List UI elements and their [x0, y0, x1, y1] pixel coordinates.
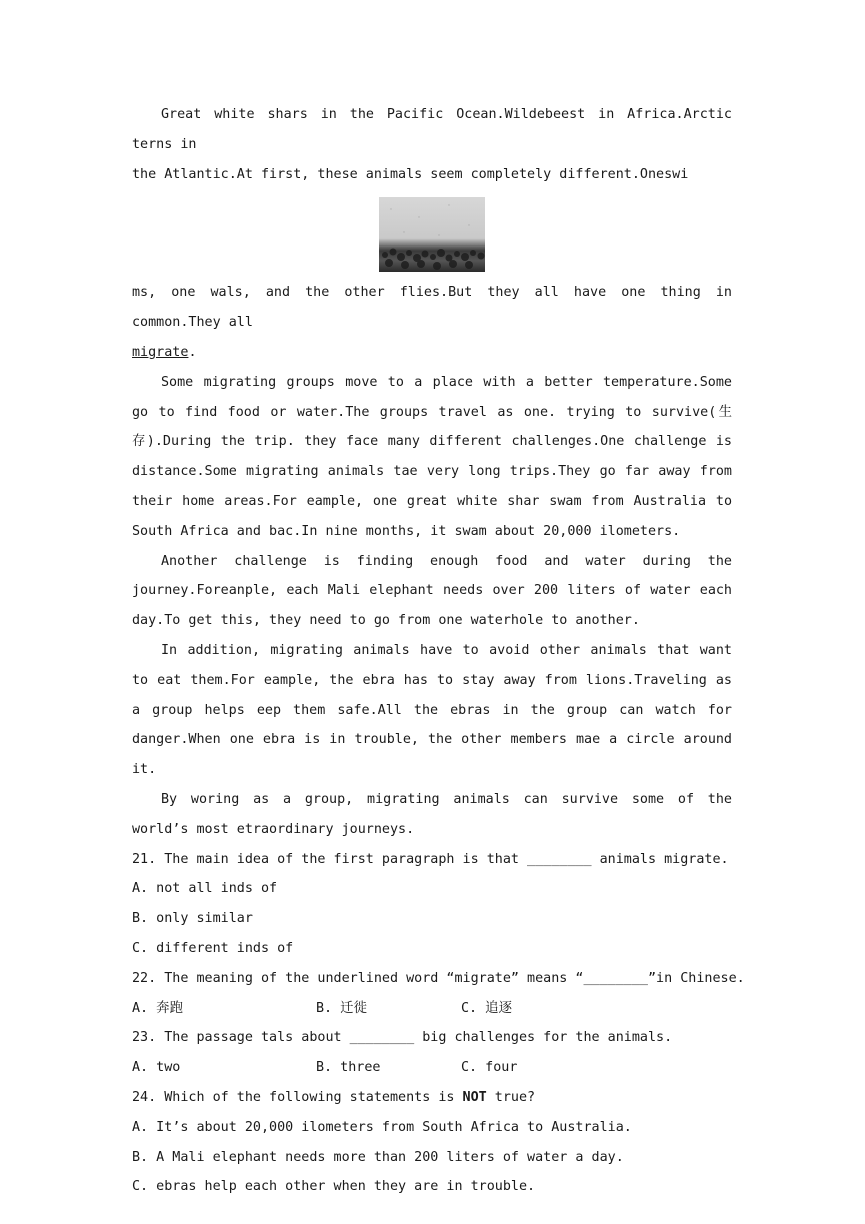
- question-22-options: [132, 994, 732, 1024]
- question-21-option-a: A. not all inds of: [132, 881, 278, 897]
- question-22: [132, 964, 745, 1024]
- wildebeest-herd-photo: [379, 197, 485, 272]
- paragraph-1-text-a: Great white shars in the Pacific Ocean.Wildebeest in Africa.Arctic terns in: [132, 107, 732, 152]
- question-24-option-a: A. It’s about 20,000 ilometers from South Africa to Australia.: [132, 1119, 632, 1135]
- question-24-stem-end: true?: [486, 1089, 536, 1105]
- paragraph-2: Some migrating groups move to a place with a better temperature.Some go to find food or water.The groups travel as one. trying to survive(生存).During the trip. they face many different challenges.One challenge is distance.Some migrating animals tae very long trips.They go far away from their home areas.For eample, one great white shar swam from Australia to South Africa and bac.In nine months, it swam about 20,000 ilometers.: [132, 374, 732, 539]
- question-24-stem-start: 24. Which of the following statements is: [132, 1089, 463, 1105]
- question-22-option-b: B. 迁徙: [316, 1000, 367, 1016]
- underlined-word-migrate: migrate: [132, 344, 189, 360]
- photo-container: [132, 197, 732, 272]
- question-22-option-a: A. 奔跑: [132, 1000, 183, 1016]
- photo-texture: [379, 197, 485, 272]
- paragraph-1-line-4: [132, 338, 732, 368]
- question-21: [132, 845, 732, 964]
- paragraph-1-line-2: [132, 160, 732, 190]
- reading-passage: [132, 100, 745, 1202]
- paragraph-1-text-c: ms, one wals, and the other flies.But they all have one thing in common.They all: [132, 285, 732, 331]
- question-23-option-c: C. four: [461, 1060, 518, 1076]
- question-24-option-c: C. ebras help each other when they are in trouble.: [132, 1179, 536, 1195]
- question-24-option-b: B. A Mali elephant needs more than 200 liters of water a day.: [132, 1149, 624, 1165]
- question-23-options: [132, 1053, 732, 1083]
- paragraph-1-text-b: the Atlantic.At first, these animals seem completely different.Oneswi: [132, 166, 689, 182]
- question-21-option-c: C. different inds of: [132, 940, 294, 956]
- question-23-option-b: B. three: [316, 1060, 381, 1076]
- question-21-option-b: B. only similar: [132, 911, 253, 927]
- paragraph-5: By woring as a group, migrating animals can survive some of the world’s most etraordinary journeys.: [132, 791, 732, 837]
- question-23-option-a: A. two: [132, 1060, 181, 1076]
- question-24-stem: [132, 1083, 732, 1113]
- paragraph-1-line-1: [132, 100, 732, 160]
- question-21-stem: 21. The main idea of the first paragraph is that ________ animals migrate.: [132, 851, 729, 867]
- question-22-stem: 22. The meaning of the underlined word “migrate” means “________”in Chinese.: [132, 970, 745, 986]
- question-24-not-emphasis: NOT: [462, 1089, 487, 1105]
- question-23: [132, 1023, 732, 1083]
- paragraph-3: Another challenge is finding enough food and water during the journey.Foreanple, each Mali elephant needs over 200 liters of water each day.To get this, they need to go from one waterhole to another.: [132, 553, 732, 629]
- paragraph-1-period: .: [188, 344, 197, 360]
- paragraph-1-line-3: [132, 278, 732, 338]
- question-24: [132, 1083, 732, 1202]
- question-22-option-c: C. 追逐: [461, 1000, 512, 1016]
- paragraph-4: In addition, migrating animals have to avoid other animals that want to eat them.For eample, the ebra has to stay away from lions.Traveling as a group helps eep them safe.All the ebras in the group can watch for danger.When one ebra is in trouble, the other members mae a circle around it.: [132, 642, 732, 778]
- question-23-stem: 23. The passage tals about ________ big challenges for the animals.: [132, 1030, 673, 1046]
